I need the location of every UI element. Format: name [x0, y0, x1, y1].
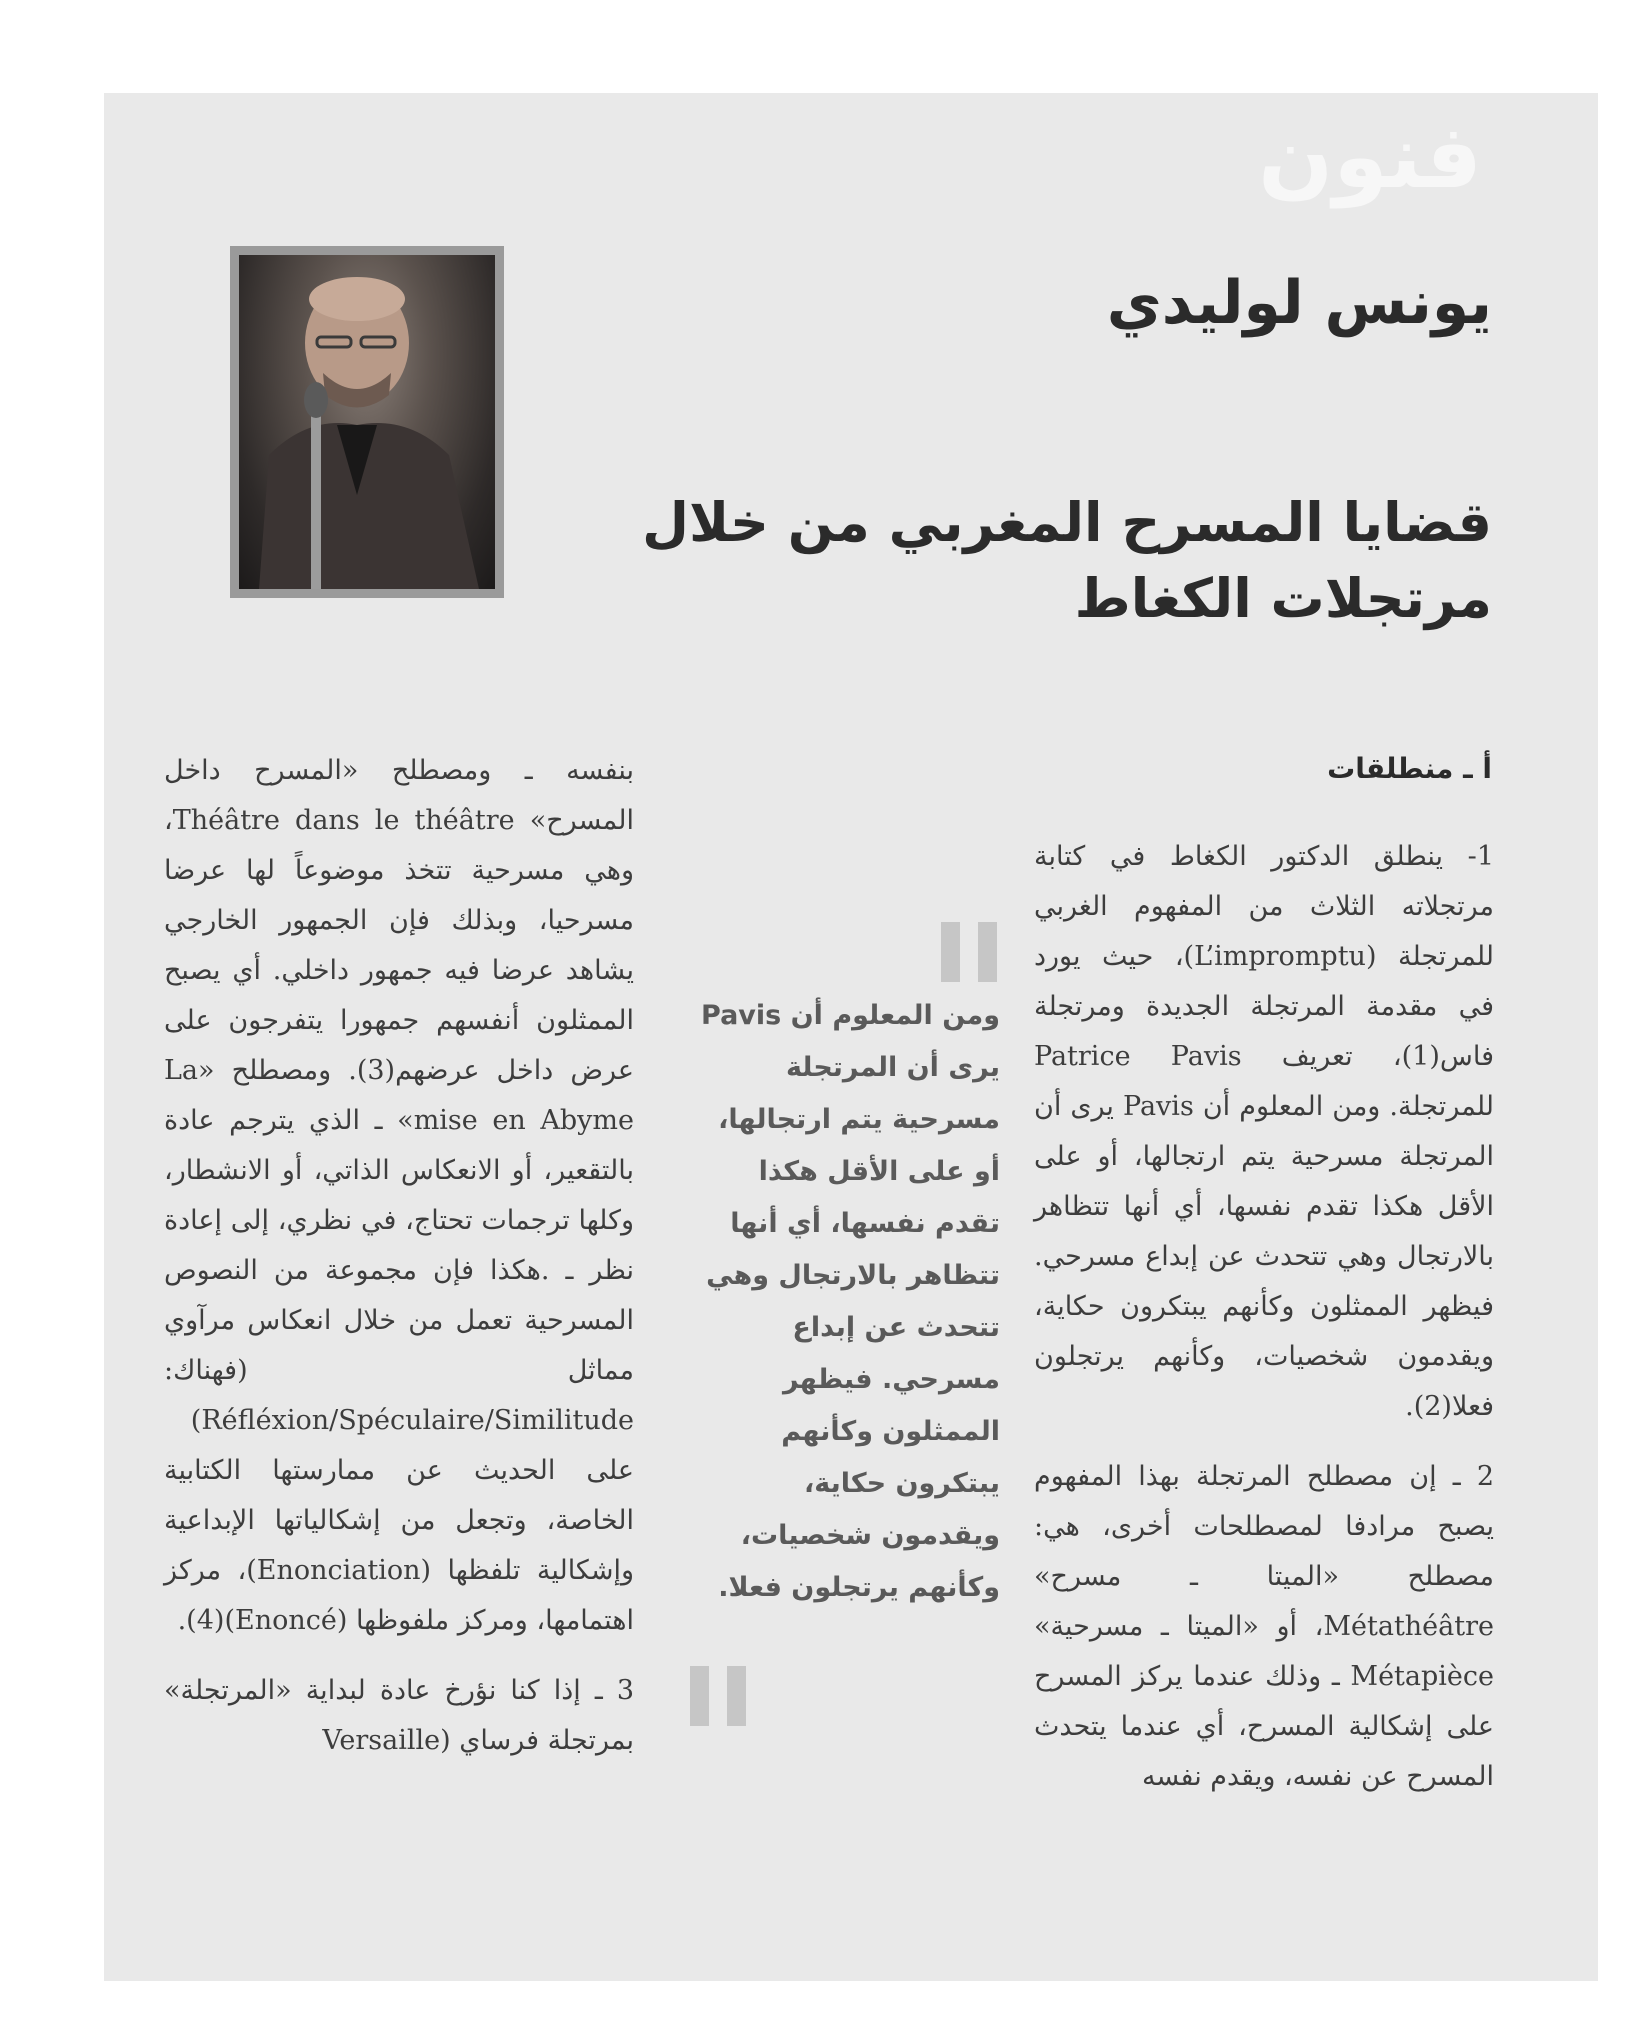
left-text-column — [164, 746, 634, 1786]
pull-quote: ومن المعلوم أن Pavis يرى أن المرتجلة مسرحية يتم ارتجالها، أو على الأقل هكذا تقدم نفسها، أي أنها تتظاهر بالارتجال وهي تتحدث عن إبداع مسرحي. فيظهر الممثلون وكأنهم يبتكرون حكاية، ويقدمون شخصيات، وكأنهم يرتجلون فعلا. — [701, 1000, 1000, 1603]
right-text-column — [1034, 832, 1494, 1822]
article-title: قضايا المسرح المغربي من خلال مرتجلات الكغاط — [642, 491, 1492, 630]
section-subhead: أ ـ منطلقات — [1327, 752, 1492, 785]
author-photo-frame — [230, 246, 504, 598]
paragraph-3: بنفسه ـ ومصطلح «المسرح داخل المسرح» Théâtre dans le théâtre، وهي مسرحية تتخذ موضوعاً لها عرضا مسرحيا، وبذلك فإن الجمهور الخارجي يشاهد عرضا فيه جمهور داخلي. أي يصبح الممثلون أنفسهم جمهورا يتفرجون على عرض داخل عرضهم(3). ومصطلح «La mise en Abyme» ـ الذي يترجم عادة بالتقعير، أو الانعكاس الذاتي، أو الانشطار، وكلها ترجمات تحتاج، في نظري، إلى إعادة نظر ـ .هكذا فإن مجموعة من النصوص المسرحية تعمل من خلال انعكاس مرآوي مماثل (فهناك: Réfléxion/Spéculaire/Similitude) على الحديث عن ممارستها الكتابية الخاصة، وتجعل من إشكالياتها الإبداعية وإشكالية تلفظها (Enonciation)، مركز اهتمامها، ومركز ملفوظها (Enoncé)(4). — [164, 755, 635, 1636]
paragraph-2: 2 ـ إن مصطلح المرتجلة بهذا المفهوم يصبح مرادفا لمصطلحات أخرى، هي: مصطلح «الميتا ـ مسرح» Métathéâtre، أو «الميتا ـ مسرحية» Métapièce ـ وذلك عندما يركز المسرح على إشكالية المسرح، أي عندما يتحدث المسرح عن نفسه، ويقدم نفسه — [1034, 1461, 1494, 1792]
paragraph-4: 3 ـ إذا كنا نؤرخ عادة لبداية «المرتجلة» بمرتجلة فرساي (Versaille — [164, 1675, 634, 1756]
paragraph-1: 1- ينطلق الدكتور الكغاط في كتابة مرتجلاته الثلاث من المفهوم الغربي للمرتجلة (L’impromptu)، حيث يورد في مقدمة المرتجلة الجديدة ومرتجلة فاس(1)، تعريف Patrice Pavis للمرتجلة. ومن المعلوم أن Pavis يرى أن المرتجلة مسرحية يتم ارتجالها، أو على الأقل هكذا تقدم نفسها، أي أنها تتظاهر بالارتجال وهي تتحدث عن إبداع مسرحي. فيظهر الممثلون وكأنهم يبتكرون حكاية، ويقدمون شخصيات، وكأنهم يرتجلون فعلا(2). — [1034, 841, 1494, 1422]
author-photo — [239, 255, 495, 589]
quote-open-icon — [941, 922, 997, 982]
portrait-icon — [239, 255, 495, 589]
author-name: يونس لوليدي — [1106, 268, 1492, 338]
section-label: فنون — [1258, 105, 1482, 208]
quote-close-icon — [690, 1666, 746, 1726]
